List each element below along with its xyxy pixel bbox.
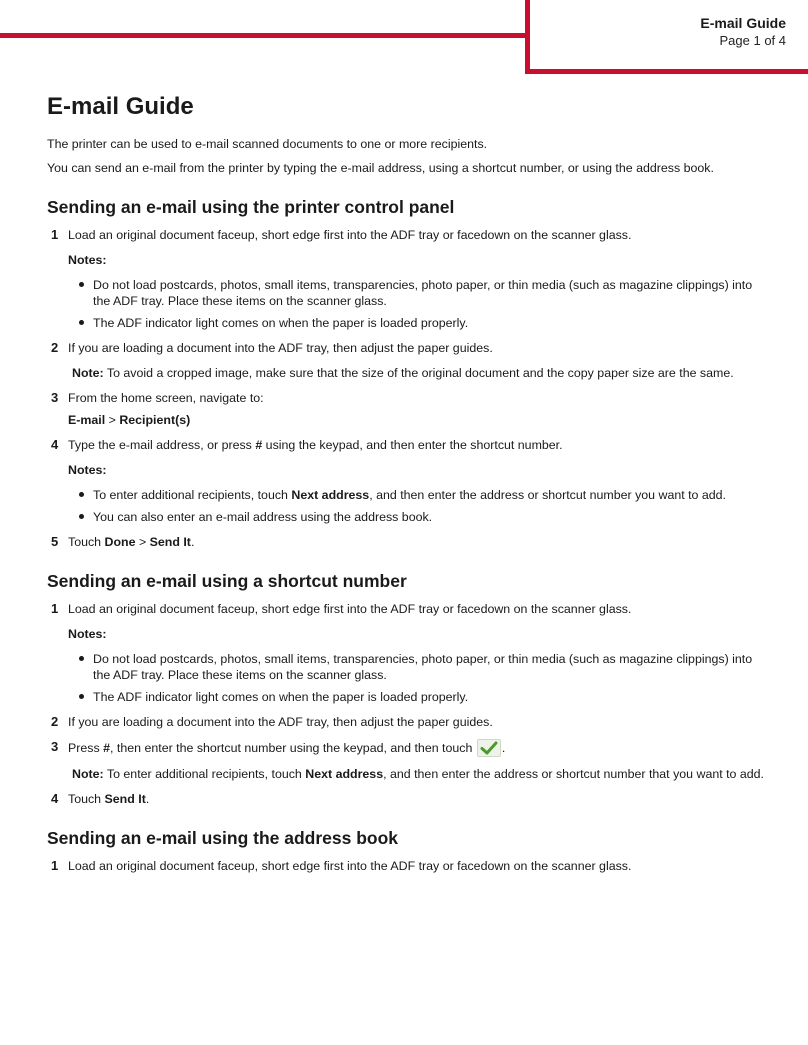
text-run: Press bbox=[68, 741, 104, 755]
step-number: 4 bbox=[51, 437, 59, 452]
key-hash: # bbox=[103, 741, 111, 755]
checkmark-icon bbox=[477, 739, 501, 757]
note-text: You can also enter an e-mail address using the address book. bbox=[93, 510, 433, 524]
step-3 bbox=[47, 390, 767, 428]
bullet-icon bbox=[79, 282, 84, 287]
header-rule-bottom bbox=[525, 69, 808, 74]
menu-separator: > bbox=[105, 413, 120, 427]
list-item bbox=[68, 315, 767, 331]
text-run: using the keypad, and then enter the shortcut number. bbox=[262, 438, 563, 452]
step-3 bbox=[47, 739, 767, 782]
text-run: , then enter the shortcut number using the keypad, and then touch bbox=[110, 741, 476, 755]
step-number: 1 bbox=[51, 858, 59, 873]
step-text: Load an original document faceup, short edge first into the ADF tray or facedown on the scanner glass. bbox=[68, 859, 632, 873]
bullet-icon bbox=[79, 514, 84, 519]
next-address-label: Next address bbox=[305, 767, 384, 781]
intro-paragraph-2: You can send an e-mail from the printer by typing the e-mail address, using a shortcut number, or using the address book. bbox=[47, 161, 714, 175]
header-title: E-mail Guide bbox=[700, 15, 786, 31]
note-text: The ADF indicator light comes on when the paper is loaded properly. bbox=[93, 690, 469, 704]
step-text: From the home screen, navigate to: bbox=[68, 391, 264, 405]
send-it-label: Send It bbox=[149, 535, 191, 549]
step-4 bbox=[47, 437, 767, 525]
step-5 bbox=[47, 534, 767, 550]
intro-paragraph-1: The printer can be used to e-mail scanned documents to one or more recipients. bbox=[47, 137, 488, 151]
document-body bbox=[47, 92, 767, 883]
step-text: If you are loading a document into the ADF tray, then adjust the paper guides. bbox=[68, 341, 493, 355]
step-text bbox=[68, 791, 767, 807]
text-run: To enter additional recipients, touch bbox=[106, 767, 306, 781]
text-run: To enter additional recipients, touch bbox=[93, 488, 292, 502]
step-number: 4 bbox=[51, 791, 59, 806]
menu-recipients: Recipient(s) bbox=[119, 413, 191, 427]
step-number: 1 bbox=[51, 601, 59, 616]
text-run: Type the e-mail address, or press bbox=[68, 438, 256, 452]
step-1 bbox=[47, 601, 767, 705]
step-text: Load an original document faceup, short edge first into the ADF tray or facedown on the scanner glass. bbox=[68, 228, 632, 242]
menu-email: E-mail bbox=[68, 413, 106, 427]
note-text: Do not load postcards, photos, small items, transparencies, photo paper, or thin media (such as magazine clippings) into the ADF tray. Place these items on the scanner glass. bbox=[93, 652, 753, 682]
text-run: . bbox=[145, 792, 150, 806]
step-2 bbox=[47, 714, 767, 730]
step-text bbox=[68, 437, 767, 453]
next-address-label: Next address bbox=[291, 488, 370, 502]
note-text: Do not load postcards, photos, small items, transparencies, photo paper, or thin media (such as magazine clippings) into the ADF tray. Place these items on the scanner glass. bbox=[93, 278, 753, 308]
step-number: 2 bbox=[51, 714, 59, 729]
step-text bbox=[68, 739, 767, 757]
text-run: . bbox=[190, 535, 195, 549]
step-text: If you are loading a document into the ADF tray, then adjust the paper guides. bbox=[68, 715, 493, 729]
step-4 bbox=[47, 791, 767, 807]
notes-list bbox=[68, 651, 767, 705]
list-item bbox=[68, 509, 767, 525]
step-2 bbox=[47, 340, 767, 381]
list-item bbox=[68, 689, 767, 705]
step-number: 3 bbox=[51, 739, 59, 754]
page-title: E-mail Guide bbox=[47, 93, 194, 120]
notes-label: Notes: bbox=[68, 463, 107, 477]
key-hash: # bbox=[255, 438, 263, 452]
bullet-icon bbox=[79, 320, 84, 325]
menu-separator: > bbox=[135, 535, 150, 549]
step-1 bbox=[47, 227, 767, 331]
text-run: Touch bbox=[68, 792, 105, 806]
step-number: 3 bbox=[51, 390, 59, 405]
step-1 bbox=[47, 858, 767, 874]
notes-label: Notes: bbox=[68, 627, 107, 641]
step-note bbox=[68, 766, 767, 782]
note-label: Note: bbox=[72, 767, 104, 781]
text-run: . bbox=[501, 741, 506, 755]
text-run: Touch bbox=[68, 535, 105, 549]
text-run: , and then enter the address or shortcut number that you want to add. bbox=[383, 767, 764, 781]
step-number: 1 bbox=[51, 227, 59, 242]
text-run: , and then enter the address or shortcut number you want to add. bbox=[369, 488, 726, 502]
step-note bbox=[68, 365, 767, 381]
section-heading-address-book: Sending an e-mail using the address book bbox=[47, 828, 399, 848]
bullet-icon bbox=[79, 656, 84, 661]
running-header bbox=[530, 14, 786, 50]
header-rule-left bbox=[0, 33, 528, 38]
menu-path bbox=[68, 412, 767, 428]
note-text: To avoid a cropped image, make sure that the size of the original document and the copy paper size are the same. bbox=[106, 366, 734, 380]
note-text: The ADF indicator light comes on when the paper is loaded properly. bbox=[93, 316, 469, 330]
section-heading-shortcut-number: Sending an e-mail using a shortcut number bbox=[47, 571, 407, 591]
notes-list bbox=[68, 277, 767, 331]
step-number: 5 bbox=[51, 534, 59, 549]
list-item bbox=[68, 277, 767, 309]
note-label: Note: bbox=[72, 366, 104, 380]
step-number: 2 bbox=[51, 340, 59, 355]
step-text bbox=[68, 534, 767, 550]
page-number: Page 1 of 4 bbox=[719, 33, 786, 48]
bullet-icon bbox=[79, 492, 84, 497]
step-text: Load an original document faceup, short edge first into the ADF tray or facedown on the scanner glass. bbox=[68, 602, 632, 616]
section-heading-control-panel: Sending an e-mail using the printer control panel bbox=[47, 197, 455, 217]
notes-label: Notes: bbox=[68, 253, 107, 267]
done-label: Done bbox=[104, 535, 136, 549]
list-item bbox=[68, 487, 767, 503]
bullet-icon bbox=[79, 694, 84, 699]
send-it-label: Send It bbox=[104, 792, 146, 806]
notes-list bbox=[68, 487, 767, 525]
list-item bbox=[68, 651, 767, 683]
